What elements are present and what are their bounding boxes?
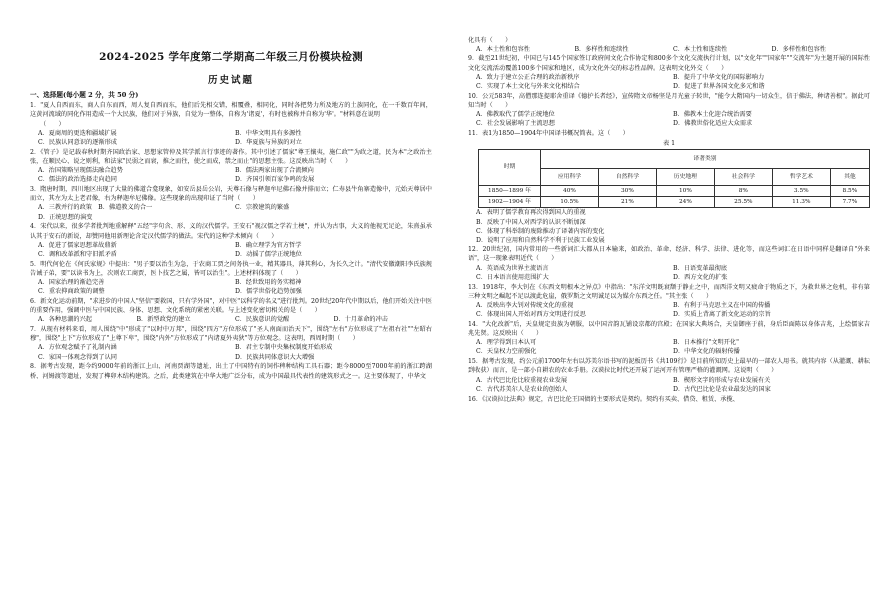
options	[30, 315, 432, 324]
table-col-header: 历史地理	[656, 169, 714, 186]
option: A．夏商周的更迭和疆域扩展	[38, 129, 117, 137]
options	[30, 166, 432, 184]
right-column	[468, 36, 870, 404]
table-cell: 1850—1899 年	[479, 186, 541, 197]
options	[30, 203, 432, 221]
option: C．古代苏美尔人是农业的创始人	[476, 385, 568, 393]
exam-subtitle: 历史试题	[207, 75, 254, 86]
question-stem: 13．1918年，李大钊在《东西文明根本之异点》中指出："东洋文明既衰颓于静止之中，而西洋文明又疲命于物质之下，为救世界之危机，非有第三种文明之崛起不足以渡此危崖，俄罗斯之文明诚足以为媒介东西之任。"其主张（ ）	[468, 283, 870, 300]
left-column	[30, 89, 432, 381]
option: C．社会发展影响了主流思想	[476, 120, 555, 128]
options	[468, 376, 870, 394]
option: D．齐国引领百家争鸣的发展	[235, 176, 315, 184]
option: B．多样性和连续性	[574, 46, 629, 54]
option: D．西方文化的扩张	[673, 273, 728, 281]
option: D．动摇了儒学正统地位	[235, 250, 302, 258]
left-questions	[30, 101, 432, 381]
question-stem: 3．隋唐时期，四川地区出现了大量的佛道合龛现象，如安岳县岳公岩，天尊石像与释迦牟尼佛石像并排而立；仁寿县牛角寨造像中，元始天尊居中而立，其左为太上老君像，右为释迦牟尼佛像。这些现象的出现印证了当时（ ）	[30, 186, 432, 203]
option: C．民族意识的觉醒	[235, 316, 290, 324]
table-row	[479, 197, 870, 208]
option: A．治国策略呈现儒法融合趋势	[38, 167, 123, 175]
option: B．日语变革最彻底	[673, 264, 728, 272]
option: C．重农抑商政策的调整	[38, 288, 105, 296]
question	[30, 260, 432, 297]
question	[30, 362, 432, 380]
options	[30, 241, 432, 259]
table-cell: 25.5%	[714, 197, 772, 208]
question-stem: 4．宋代以来，很多学者批判地重解释"五经"字句含、形、义的汉代儒学。王安石"视汉儒之学若土梗"，并认为古事，大义的他视无足论，朱熹虽承认其于安石的新说，却赞同他用新理论含定汉代儒学的做法。宋代的这种学术倾向（ ）	[30, 223, 432, 240]
table-cell: 8%	[714, 186, 772, 197]
table-cell: 3.5%	[772, 186, 830, 197]
continuation-text: 化具有（ ）	[468, 37, 512, 44]
option: D．华夏族与异族的对立	[235, 139, 302, 147]
option: A．国家治理的渐趋完善	[38, 279, 105, 287]
table-col-header: 其他	[830, 169, 869, 186]
option: A．理学得到日本认可	[476, 339, 537, 347]
option: C．家国一体观念得到了认同	[38, 353, 117, 361]
table-cell: 7.7%	[830, 197, 869, 208]
option: B．确立理学为官方哲学	[235, 241, 302, 249]
option: A．英语成为世界主流语言	[476, 264, 549, 272]
translation-table	[478, 149, 870, 208]
option: A．致力于建立公正合理的政治新秩序	[476, 73, 580, 81]
question	[468, 54, 870, 91]
options	[468, 264, 870, 282]
question-stem: 10．公元583年，高僧那连提耶舍重译《德护长者经》，宣传隋文帝杨坚是月光童子转世，"能令大隋国内一切众生，信于佛法，种诸善根"。据此可知当时（ ）	[468, 92, 870, 109]
table-col-header: 自然科学	[598, 169, 656, 186]
question	[30, 101, 432, 147]
q11-options	[468, 208, 870, 245]
question-stem: 8．据考古发现，距今约9000年前的浙江上山、河南贾湖等遗址，出土了中国特有的饲作稗种结构工具石器；距今8000至7000年前的浙江跨湖桥、河姆渡等遗址，发现了榫卯木结构建筑。之后，此类建筑在中华大地广泛分布，成为中国最具代表性的建筑形式之一。这主要体现了，中华文	[30, 363, 432, 380]
question	[468, 283, 870, 320]
question-stem: 9．截至21世纪初，中国已与145个国家签订政府间文化合作协定和800多个文化交流执行计划，以"文化年""国家年""交流年"为主题开展的国际性文化交流活动覆盖100多个国家和地区，成为文化外交的标志性品牌。这表明文化外交（ ）	[468, 55, 870, 72]
exam-title: 2024-2025 学年度第二学期高二年级三月份模块检测	[99, 51, 363, 63]
table-cell: 30%	[598, 186, 656, 197]
question	[30, 148, 432, 185]
options	[30, 129, 432, 147]
option: C．本土性和连续性	[673, 46, 728, 54]
section-heading: 一、选择题(每小题 2 分，共 50 分)	[30, 91, 139, 99]
question	[30, 222, 432, 259]
table-cell: 1902—1904 年	[479, 197, 541, 208]
question-stem: 5．明代何伦在《何氏家规》中提出："男子要以治生为急，于农商工贾之间务执一业，精其器具，薄其利心，为长久之计。"清代安徽潮阳李氏族规告诫子弟，要"以读书为上，次则农工商贾，医卜技艺之属，皆可以治生"。上述材料体现了（ ）	[30, 260, 432, 277]
question-stem: 6．新文化运动前期，"求进步的中国人"坚信"要救国，只有学外国"，对中医"以科学的名义"进行批判。20世纪20年代中期以后，他们开始关注中医的重要作用，强调中医与中国民族、身体、思想、文化系统的紧密关联。与上述变化密切相关的是（ ）	[30, 297, 432, 315]
option: B．君主专制中央集权制度开始形成	[235, 344, 333, 352]
options	[468, 301, 870, 319]
table-cell: 40%	[541, 186, 599, 197]
table-header-group: 译著类别	[541, 150, 870, 169]
question	[468, 129, 870, 138]
option: B．日本推行"文明开化"	[673, 339, 739, 347]
table-col-header: 应用科学	[541, 169, 599, 186]
option: A．本土性和包容性	[476, 46, 530, 54]
option: D．儒学世俗化趋势加强	[235, 288, 302, 296]
question	[30, 185, 432, 222]
option: C．调和改革派和守旧派矛盾	[38, 250, 117, 258]
options	[468, 73, 870, 91]
option: B．提升了中华文化的国际影响力	[673, 73, 765, 81]
table-cell: 24%	[656, 197, 714, 208]
option: A．三教并行的政策 B．佛道教义的合一	[38, 204, 153, 212]
options	[30, 343, 432, 361]
right-questions-2	[468, 245, 870, 403]
option: D．说明了应用和自然科学不利于民族工业发展	[476, 237, 605, 245]
option: A．表明了儒学教育再次得到国人的重视	[476, 209, 586, 217]
question-stem: 16．《汉谟拉比法典》规定，古巴比伦王国债的主要形式是契约。契约有买卖、借贷、租赁、承揽、	[468, 395, 739, 403]
options	[30, 278, 432, 296]
option: D．多样性和包容性	[771, 46, 826, 54]
option: A．反映出李大钊对传统文化的重视	[476, 301, 574, 309]
table-col-header: 哲学艺术	[772, 169, 830, 186]
option: A．方位观念赋予了礼制内涵	[38, 344, 117, 352]
question	[468, 245, 870, 282]
table-cell: 8.5%	[830, 186, 869, 197]
option: D．民族共同体意识大大增强	[235, 353, 315, 361]
option: C．实现了本土文化与外来文化相结合	[476, 83, 580, 91]
question-stem: 1．"夏人自西而东，商人自东而西，周人复自西而东，他们后先相交错，相覆叠，相同化，同时各把势力所及地方的土族同化，在一千数百年间，这黄河流域的同化作用造成一个大民族，他们对于异族，自觉为一整体，自称为'诸夏'，有时也被称并自称为'华'。"材料意在说明	[30, 102, 432, 119]
option: B．儒法两家出现了合流倾向	[235, 167, 314, 175]
right-questions	[468, 54, 870, 138]
option: C．儒法的政治选择走向趋同	[38, 176, 117, 184]
option: C．民族认同意识的逐渐形成	[38, 139, 117, 147]
option: B．有利于马克思主义在中国的传播	[673, 301, 771, 309]
option: C．体现了科举制的废除推动了译著内容的变化	[476, 227, 605, 235]
table-header-period: 时期	[479, 150, 541, 186]
option: C．体现出国人开始对西方文明进行反思	[476, 311, 586, 319]
option: B．经世致用的务实精神	[235, 279, 302, 287]
option: B．中华文明具有多源性	[235, 129, 302, 137]
question	[30, 297, 432, 325]
option: B．楔形文字的形成与农业发展有关	[673, 376, 771, 384]
option: D．佛教世俗化适应大众需求	[673, 120, 753, 128]
question-stem: 11．表1为1850—1904年中国译书概况简表。这（ ）	[468, 130, 629, 138]
question-stem: 7．从现有材料来看，周人围绕"中"形成了"以时中万邦"，围绕"四方"方位形成了"圣人南面而治天下"，围绕"左右"方位形成了"左祖右社""左昭右穆"，围绕"上下"方位形成了"上尊下卑"，围绕"内外"方位形成了"内诸夏外夷狄"等方位观念。这表明，西周时期（ ）	[30, 326, 432, 343]
question-stem: 15．据考古发现，约公元前1700年左右以苏美尔语书写的泥板历书《共109行》是目前所知历史上最早的一部农人用书。就其内容（从灌溉、耕耘到收获）而言，是一部小自耕农的农业手册。汉谟拉比时代还开展了运河开有管理严格的灌溉网。这说明（ ）	[468, 358, 870, 375]
question	[30, 325, 432, 362]
option: D．促进了世界各国文化多元和谐	[673, 83, 765, 91]
question-stem: 14．"大化改新"后，天皇规定贵族为朝服，以中国音韵瓦铺设京都的宫殿；在国家大典场合，天皇御座于前，身后臣面陈以身体吉兆，上绘儒家吉兆先贤。这反映出（ ）	[468, 320, 870, 338]
question	[468, 320, 870, 357]
option: D．古代巴比伦是农业最发达的国家	[673, 385, 771, 393]
question-stem: 12．20世纪初，国内常用的一些新词汇大都从日本输来，如政治、革命、经济、科学、法律、进化等，而这些词汇在日语中同样是翻译自"外来语"，这一现象表明近代（ ）	[468, 246, 870, 263]
option: C．日本语言使用范围扩大	[476, 273, 549, 281]
table-cell: 21%	[598, 197, 656, 208]
question	[468, 92, 870, 129]
question-stem: 2．《管子》是记载春秋时期齐国政治家、思想家管仲及其学派言行事迹的著作。其中引述了儒家"尊王攘夷，施仁政""为政之道，民为本"之政治主张，在顺民心、说之则利，和法家"民弱之而衰，推之而往，使之而成，禁之而止"的思想主张。这反映出当时（ ）	[30, 148, 432, 165]
option: B．反映了中国人对西学的认识不断加深	[476, 218, 586, 226]
option: D．十月革命的冲击	[333, 316, 388, 324]
table-cell: 10.5%	[541, 197, 599, 208]
table-caption: 表 1	[662, 140, 676, 148]
q8-options	[468, 45, 870, 54]
options	[468, 110, 870, 128]
option: B．佛教本土化迎合统治需要	[673, 111, 752, 119]
question	[468, 395, 870, 404]
table-row	[479, 186, 870, 197]
question	[468, 357, 870, 394]
option: D．实质上背离了新文化运动的宗旨	[673, 311, 771, 319]
option: A．促进了儒家思想革故鼎新	[38, 241, 117, 249]
option: D．中华文化的辐射传播	[673, 348, 740, 356]
answer-blank: （ ）	[40, 120, 65, 128]
option: A．各种思潮的兴起	[38, 316, 92, 324]
table-cell: 11.3%	[772, 197, 830, 208]
option: A．佛教取代了儒学正统地位	[476, 111, 555, 119]
option: A．古代巴比伦比较重视农业发展	[476, 376, 568, 384]
option: C．天皇权力空前强化	[476, 348, 537, 356]
option: D．正统思想的演变	[38, 213, 93, 221]
options	[468, 338, 870, 356]
option: C．宗教建筑的繁盛	[235, 204, 290, 212]
table-col-header: 社会科学	[714, 169, 772, 186]
table-cell: 10%	[656, 186, 714, 197]
option: B．新型政党的建立	[136, 316, 191, 324]
